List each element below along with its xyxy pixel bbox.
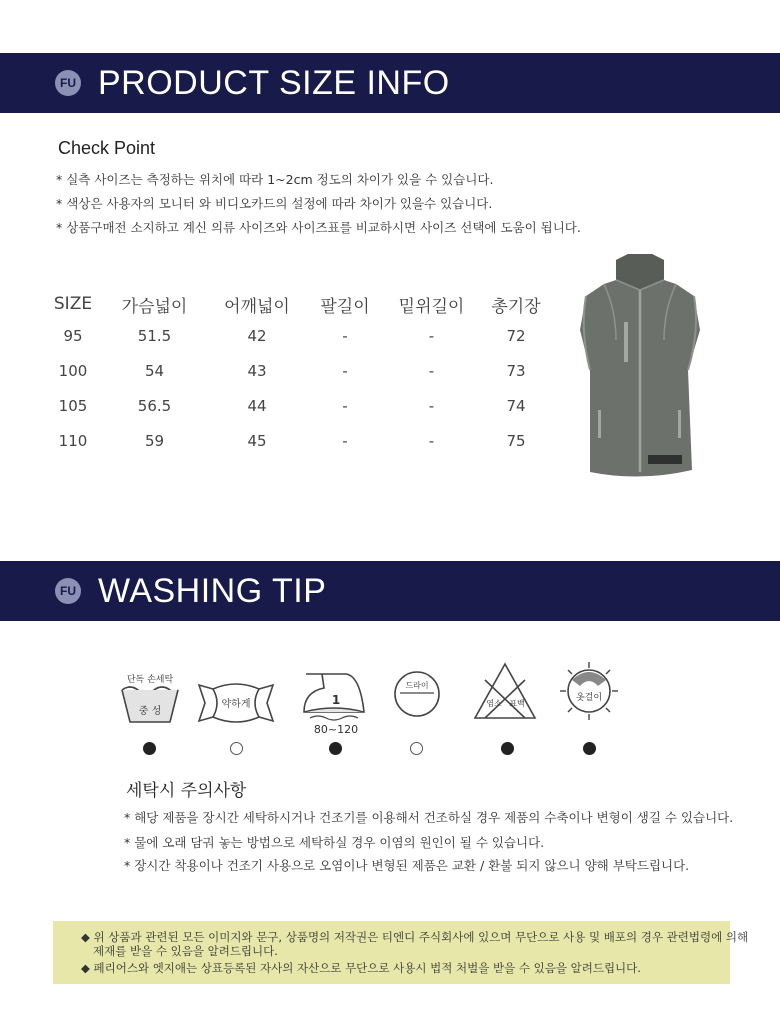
table-cell: 59 — [144, 431, 165, 450]
washing-tip-banner — [0, 561, 780, 621]
iron-icon — [300, 666, 370, 738]
table-cell: - — [428, 326, 435, 345]
table-row — [48, 423, 556, 458]
caution-note: * 장시간 착용이나 건조기 사용으로 오염이나 변형된 제품은 교환 / 환불 되지 않으니 양해 부탁드립니다. — [124, 858, 690, 873]
trademark-line: ◆ 페리어스와 엣지애는 상표등록된 자사의 자산으로 무단으로 사용시 법적 처벌을 받을 수 있음을 알려드립니다. — [81, 961, 641, 975]
table-row — [48, 353, 556, 388]
check-note: * 색상은 사용자의 모니터 와 비디오카드의 설정에 따라 차이가 있을수 있습니다. — [56, 196, 493, 211]
hand-wash-selected-indicator — [143, 742, 156, 755]
dry-clean-unselected-indicator — [410, 742, 423, 755]
size-table-header — [48, 290, 556, 318]
table-cell: - — [428, 431, 435, 450]
table-cell: 100 — [58, 361, 88, 380]
header-cell: 팔길이 — [320, 296, 370, 317]
weak-wring-label: 약하게 — [221, 699, 251, 710]
weak-wring-icon — [197, 681, 275, 725]
table-cell: - — [342, 361, 348, 380]
header-cell: 어깨넓이 — [224, 296, 290, 317]
brand-logo-icon: FU — [55, 70, 81, 96]
table-cell: - — [428, 361, 435, 380]
hang-dry-label: 옷걸이 — [575, 693, 603, 703]
iron-temp-caption: 80~120 — [313, 723, 359, 736]
no-bleach-right-label: 표백 — [509, 699, 525, 708]
table-cell: 105 — [58, 396, 88, 415]
check-note: * 실측 사이즈는 측정하는 위치에 따라 1~2cm 정도의 차이가 있을 수 있습니다. — [56, 172, 494, 187]
table-row — [48, 388, 556, 423]
table-cell: 45 — [247, 431, 267, 450]
caution-note: * 해당 제품을 장시간 세탁하시거나 건조기를 이용해서 건조하실 경우 제품의 수축이나 변형이 생길 수 있습니다. — [124, 810, 734, 825]
table-cell: - — [342, 396, 348, 415]
table-cell: - — [342, 431, 348, 450]
weak-wring-unselected-indicator — [230, 742, 243, 755]
washing-tip-title: WASHING TIP — [98, 572, 327, 610]
table-cell: 51.5 — [137, 326, 172, 345]
header-cell: 총기장 — [491, 296, 541, 317]
brand-logo-icon: FU — [55, 578, 81, 604]
table-cell: 42 — [247, 326, 267, 345]
hang-dry-selected-indicator — [583, 742, 596, 755]
copyright-notice — [53, 921, 749, 984]
caution-title: 세탁시 주의사항 — [126, 781, 247, 801]
iron-selected-indicator — [329, 742, 342, 755]
table-cell: 75 — [506, 431, 526, 450]
table-cell: - — [428, 396, 435, 415]
table-cell: 72 — [506, 326, 526, 345]
copyright-line: ◆ 위 상품과 관련된 모든 이미지와 문구, 상품명의 저작권은 티엔디 주식회사에 있으며 무단으로 사용 및 배포의 경우 관련법령에 의해 — [81, 930, 749, 944]
table-cell: 43 — [247, 361, 267, 380]
no-bleach-selected-indicator — [501, 742, 514, 755]
size-table — [48, 290, 556, 458]
hang-dry-shade-icon — [558, 660, 620, 722]
iron-level-label: 1 — [331, 693, 341, 707]
dry-clean-label: 드라이 — [405, 681, 429, 690]
table-cell: 54 — [144, 361, 165, 380]
hand-wash-top-label: 단독 손세탁 — [126, 675, 174, 685]
table-cell: 110 — [58, 431, 88, 450]
size-info-banner — [0, 53, 780, 113]
header-cell: SIZE — [53, 294, 93, 314]
table-cell: 95 — [63, 326, 83, 345]
vest-product-image — [576, 250, 704, 485]
caution-note: * 물에 오래 담궈 놓는 방법으로 세탁하실 경우 이염의 원인이 될 수 있습니다. — [124, 835, 545, 850]
header-cell: 밑위길이 — [398, 296, 465, 317]
size-info-title: PRODUCT SIZE INFO — [98, 64, 450, 102]
no-bleach-left-label: 염소 — [486, 699, 502, 708]
table-cell: 56.5 — [137, 396, 172, 415]
table-cell: 44 — [247, 396, 267, 415]
table-row — [48, 318, 556, 353]
copyright-line: 제재를 받을 수 있음을 알려드립니다. — [93, 944, 278, 958]
hand-wash-icon — [118, 668, 182, 732]
check-note: * 상품구매전 소지하고 계신 의류 사이즈와 사이즈표를 비교하시면 사이즈 선택에 도움이 됩니다. — [56, 220, 581, 235]
hand-wash-bottom-label: 중 성 — [138, 706, 162, 717]
table-cell: 73 — [506, 361, 526, 380]
dry-clean-icon — [392, 669, 442, 719]
table-cell: 74 — [506, 396, 526, 415]
no-bleach-icon — [473, 662, 537, 720]
table-cell: - — [342, 326, 348, 345]
check-point-title: Check Point — [58, 138, 156, 158]
header-cell: 가슴넓이 — [121, 296, 188, 317]
